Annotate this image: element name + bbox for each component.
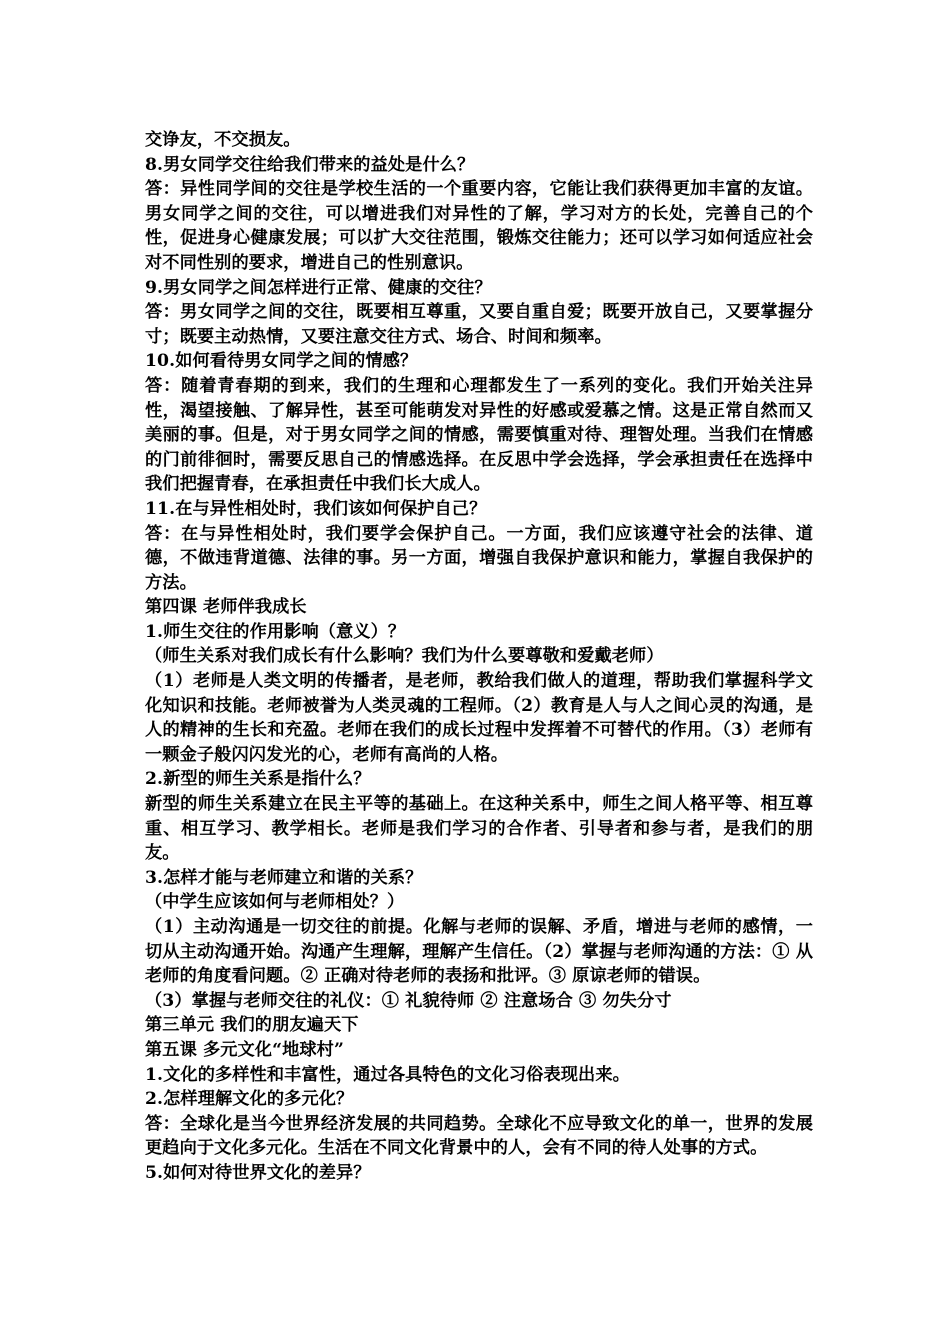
answer-paragraph: 答：异性同学间的交往是学校生活的一个重要内容，它能让我们获得更加丰富的友谊。男女同学之间的交往，可以增进我们对异性的了解，学习对方的长处，完善自己的个性，促进身心健康发展；可以扩大交往范围，锻炼交往能力；还可以学习如何适应社会对不同性别的要求，增进自己的性别意识。 — [145, 179, 813, 273]
question-heading: 3.怎样才能与老师建立和谐的关系？ — [145, 867, 423, 888]
question-heading: 8.男女同学交往给我们带来的益处是什么？ — [145, 154, 475, 175]
question-note: （中学生应该如何与老师相处？） — [145, 892, 405, 913]
text-line: 交诤友，不交损友。 — [145, 130, 301, 150]
answer-paragraph: 答：男女同学之间的交往，既要相互尊重，又要自重自爱；既要开放自己，又要掌握分寸；既要主动热情，又要注意交往方式、场合、时间和频率。 — [145, 302, 813, 347]
unit-title: 第三单元 我们的朋友遍天下 — [145, 1015, 359, 1036]
question-note: （师生关系对我们成长有什么影响？我们为什么要尊敬和爱戴老师） — [145, 646, 664, 667]
question-heading: 10.如何看待男女同学之间的情感？ — [145, 351, 418, 372]
question-heading: 5.如何对待世界文化的差异？ — [145, 1162, 371, 1183]
answer-paragraph: 答：随着青春期的到来，我们的生理和心理都发生了一系列的变化。我们开始关注异性，渴望接触、了解异性，甚至可能萌发对异性的好感或爱慕之情。这是正常自然而又美丽的事。但是，对于男女同学之间的情感，需要慎重对待、理智处理。当我们在情感的门前徘徊时，需要反思自己的情感选择。在反思中学会选择，学会承担责任在选择中我们把握青春，在承担责任中我们长大成人。 — [145, 375, 813, 495]
question-heading: 1.师生交往的作用影响（意义）？ — [145, 621, 406, 642]
question-heading: 2.新型的师生关系是指什么？ — [145, 769, 371, 790]
question-heading: 9.男女同学之间怎样进行正常、健康的交往？ — [145, 277, 492, 298]
question-heading: 11.在与异性相处时，我们该如何保护自己？ — [145, 498, 487, 519]
answer-paragraph: 新型的师生关系建立在民主平等的基础上。在这种关系中，师生之间人格平等、相互尊重、相互学习、教学相长。老师是我们学习的合作者、引导者和参与者，是我们的朋友。 — [145, 794, 813, 864]
lesson-title: 第四课 老师伴我成长 — [145, 597, 307, 618]
question-heading: 2.怎样理解文化的多元化？ — [145, 1089, 354, 1110]
answer-paragraph: （1）老师是人类文明的传播者，是老师，教给我们做人的道理，帮助我们掌握科学文化知识和技能。老师被誉为人类灵魂的工程师。（2）教育是人与人之间心灵的沟通，是人的精神的生长和充盈。老师在我们的成长过程中发挥着不可替代的作用。（3）老师有一颗金子般闪闪发光的心，老师有高尚的人格。 — [145, 671, 813, 765]
lesson-title: 第五课 多元文化“地球村” — [145, 1039, 344, 1060]
question-heading: 1.文化的多样性和丰富性，通过各具特色的文化习俗表现出来。 — [145, 1064, 630, 1085]
answer-paragraph: （1）主动沟通是一切交往的前提。化解与老师的误解、矛盾，增进与老师的感情，一切从主动沟通开始。沟通产生理解，理解产生信任。（2）掌握与老师沟通的方法：① 从老师的角度看问题。② 正确对待老师的表扬和批评。③ 原谅老师的错误。 — [145, 917, 813, 987]
answer-paragraph: （3）掌握与老师交往的礼仪：① 礼貌待师 ② 注意场合 ③ 勿失分寸 — [145, 990, 672, 1011]
answer-paragraph: 答：全球化是当今世界经济发展的共同趋势。全球化不应导致文化的单一，世界的发展更趋向于文化多元化。生活在不同文化背景中的人，会有不同的待人处事的方式。 — [145, 1113, 813, 1159]
document-page — [145, 128, 813, 1186]
answer-paragraph: 答：在与异性相处时，我们要学会保护自己。一方面，我们应该遵守社会的法律、道德，不做违背道德、法律的事。另一方面，增强自我保护意识和能力，掌握自我保护的方法。 — [145, 523, 813, 593]
